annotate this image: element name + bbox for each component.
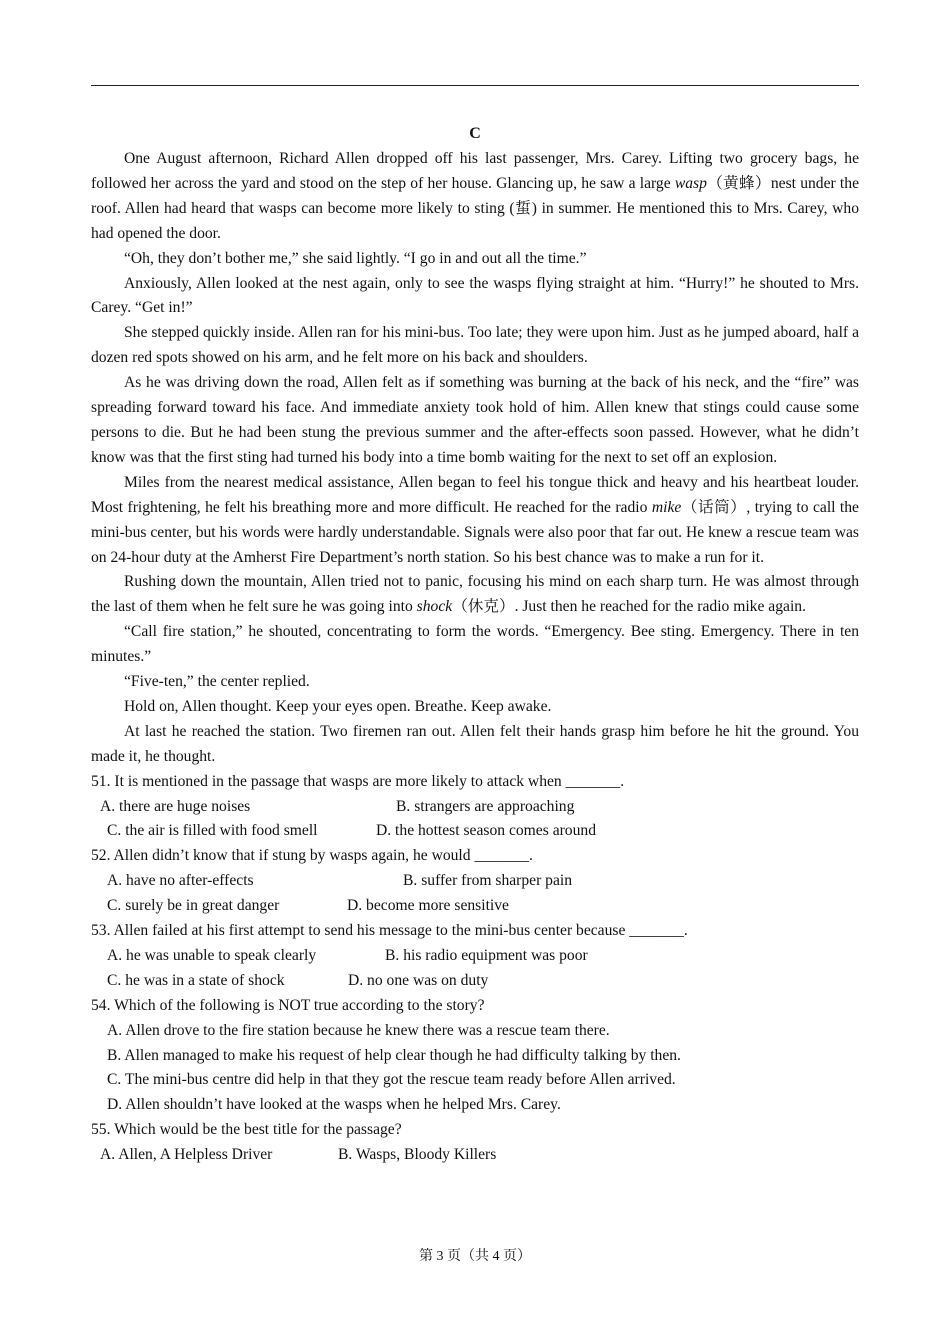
paragraph-text: Rushing down the mountain, Allen tried not to panic, focusing his mind on each sharp turn. He was almost through the last of them when he felt sure he was going into — [91, 573, 859, 616]
paragraph-text: Anxiously, Allen looked at the nest again, only to see the wasps flying straight at him. “Hurry!” he shouted to Mrs. Carey. “Get in!” — [91, 274, 859, 317]
page-content — [91, 122, 859, 1168]
passage-paragraph — [91, 695, 859, 720]
option-c: C. The mini-bus centre did help in that they got the rescue team ready before Allen arrived. — [107, 1071, 676, 1089]
question-55 — [91, 1118, 859, 1168]
option-row — [91, 969, 859, 994]
option-row — [91, 1143, 859, 1168]
paragraph-text: （话筒）, trying to call the mini-bus center, but his words were hardly understandable. Signals were also poor that far out. He knew a rescue team was on 24-hour duty at the Amherst Fire Department’s north station. So his best chance was to make a run for it. — [91, 498, 859, 566]
question-52 — [91, 844, 859, 919]
option-row — [91, 944, 859, 969]
question-stem: 55. Which would be the best title for the passage? — [91, 1121, 402, 1139]
passage-paragraph — [91, 720, 859, 770]
option-b: B. strangers are approaching — [396, 797, 575, 815]
question-54 — [91, 994, 859, 1119]
option-row — [91, 795, 859, 820]
passage-paragraph — [91, 147, 859, 247]
question-stem: 51. It is mentioned in the passage that wasps are more likely to attack when _______. — [91, 772, 625, 790]
option-a: A. he was unable to speak clearly — [107, 946, 317, 964]
passage — [91, 147, 859, 770]
option-a: A. have no after-effects — [107, 872, 254, 890]
paragraph-text: She stepped quickly inside. Allen ran for his mini-bus. Too late; they were upon him. Just as he jumped aboard, half a dozen red spots showed on his arm, and he felt more on his back and shoulders. — [91, 324, 859, 367]
paragraph-text: “Oh, they don’t bother me,” she said lightly. “I go in and out all the time.” — [124, 249, 587, 267]
question-53 — [91, 919, 859, 994]
question-stem: 52. Allen didn’t know that if stung by wasps again, he would _______. — [91, 847, 533, 865]
header-rule — [91, 85, 859, 86]
paragraph-text: （休克）. Just then he reached for the radio mike again. — [452, 598, 806, 616]
option-d: D. Allen shouldn’t have looked at the wasps when he helped Mrs. Carey. — [107, 1096, 561, 1114]
passage-paragraph — [91, 247, 859, 272]
paragraph-text: Miles from the nearest medical assistance, Allen began to feel his tongue thick and heavy and his heartbeat louder. Most frightening, he felt his breathing more and more difficult. He reached for the radio — [91, 473, 859, 516]
passage-paragraph — [91, 321, 859, 371]
option-b: B. his radio equipment was poor — [385, 946, 588, 964]
passage-paragraph — [91, 471, 859, 571]
page-number-footer: 第 3 页（共 4 页） — [419, 1249, 531, 1264]
option-d: D. become more sensitive — [347, 897, 509, 915]
passage-paragraph — [91, 620, 859, 670]
passage-paragraph — [91, 272, 859, 322]
paragraph-text: One August afternoon, Richard Allen dropped off his last passenger, Mrs. Carey. Lifting two grocery bags, he followed her across the yard and stood on the step of her house. Glancing up, he saw a large — [91, 150, 859, 192]
paragraph-text: “Call fire station,” he shouted, concentrating to form the words. “Emergency. Bee sting. Emergency. There in ten minutes.” — [91, 623, 859, 666]
passage-paragraph — [91, 670, 859, 695]
paragraph-text: At last he reached the station. Two firemen ran out. Allen felt their hands grasp him before he hit the ground. You made it, he thought. — [91, 722, 859, 765]
section-title: C — [469, 125, 481, 142]
italic-term: mike — [651, 498, 682, 516]
question-51 — [91, 770, 859, 845]
option-b: B. Wasps, Bloody Killers — [338, 1146, 497, 1164]
italic-term: shock — [416, 598, 453, 616]
passage-paragraph — [91, 570, 859, 620]
passage-paragraph — [91, 371, 859, 471]
option-a: A. Allen, A Helpless Driver — [100, 1146, 273, 1164]
paragraph-text: As he was driving down the road, Allen felt as if something was burning at the back of his neck, and the “fire” was spreading forward toward his face. And immediate anxiety took hold of him. Allen knew that stings could cause some persons to die. But he had been stung the previous summer and the after-effects soon passed. However, what he didn’t know was that the first sting had turned his body into a time bomb waiting for the next to set off an explosion. — [91, 374, 859, 466]
option-row — [91, 819, 859, 844]
option-c: C. the air is filled with food smell — [107, 822, 318, 840]
paragraph-text: “Five-ten,” the center replied. — [124, 673, 310, 691]
question-stem: 54. Which of the following is NOT true according to the story? — [91, 996, 485, 1014]
question-stem: 53. Allen failed at his first attempt to send his message to the mini-bus center because _______. — [91, 922, 688, 940]
option-d: D. no one was on duty — [348, 971, 489, 989]
option-d: D. the hottest season comes around — [376, 822, 596, 840]
option-a: A. there are huge noises — [100, 797, 251, 815]
option-b: B. suffer from sharper pain — [403, 872, 573, 890]
italic-term: wasp — [674, 174, 707, 192]
option-b: B. Allen managed to make his request of help clear though he had difficulty talking by then. — [107, 1046, 681, 1064]
option-row — [91, 894, 859, 919]
option-row — [91, 869, 859, 894]
paragraph-text: （黄蜂）nest under the roof. Allen had heard that wasps can become more likely to sting (蜇) in summer. He mentioned this to Mrs. Carey, who had opened the door. — [91, 174, 859, 242]
option-a: A. Allen drove to the fire station because he knew there was a rescue team there. — [107, 1021, 610, 1039]
option-c: C. surely be in great danger — [107, 897, 280, 915]
paragraph-text: Hold on, Allen thought. Keep your eyes open. Breathe. Keep awake. — [124, 697, 552, 715]
option-c: C. he was in a state of shock — [107, 971, 285, 989]
